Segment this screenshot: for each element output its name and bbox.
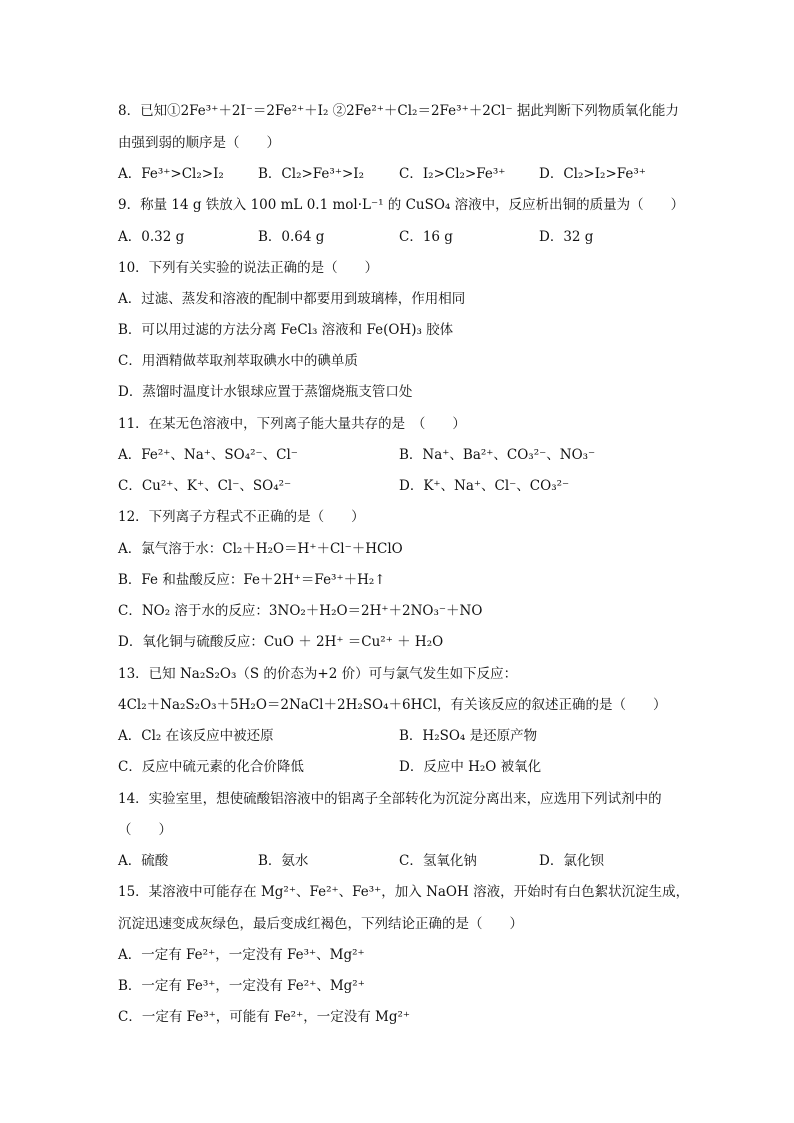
q13-options-row2 xyxy=(118,757,678,777)
q13-option-b: B．H₂SO₄ 是还原产物 xyxy=(399,728,538,744)
q13-stem-line2: 4Cl₂＋Na₂S₂O₃＋5H₂O＝2NaCl＋2H₂SO₄＋6HCl，有关该反应的叙述正确的是（ ） xyxy=(118,697,667,713)
q9-options xyxy=(118,227,678,247)
q9-stem: 9．称量 14 g 铁放入 100 mL 0.1 mol·L⁻¹ 的 CuSO₄ 溶液中，反应析出铜的质量为（ ） xyxy=(118,197,685,213)
q10-option-a: A．过滤、蒸发和溶液的配制中都要用到玻璃棒，作用相同 xyxy=(118,291,466,307)
q11-options-row2 xyxy=(118,476,678,496)
q13-option-d: D．反应中 H₂O 被氧化 xyxy=(399,759,542,775)
q14-option-c: C．氢氧化钠 xyxy=(399,853,477,869)
q9-option-d: D．32 g xyxy=(539,229,594,245)
q12-option-d: D．氧化铜与硫酸反应：CuO ＋ 2H⁺ ＝Cu²⁺ ＋ H₂O xyxy=(118,634,444,650)
q15-option-a: A．一定有 Fe²⁺，一定没有 Fe³⁺、Mg²⁺ xyxy=(118,947,365,963)
q9-option-b: B．0.64 g xyxy=(258,229,325,245)
q15-option-c: C．一定有 Fe³⁺，可能有 Fe²⁺，一定没有 Mg²⁺ xyxy=(118,1009,411,1025)
q10-option-c: C．用酒精做萃取剂萃取碘水中的碘单质 xyxy=(118,353,358,369)
q13-option-c: C．反应中硫元素的化合价降低 xyxy=(118,759,304,775)
q14-options xyxy=(118,851,678,871)
q13-option-a: A．Cl₂ 在该反应中被还原 xyxy=(118,728,274,744)
q10-option-b: B．可以用过滤的方法分离 FeCl₃ 溶液和 Fe(OH)₃ 胶体 xyxy=(118,322,454,338)
q11-stem: 11．在某无色溶液中，下列离子能大量共存的是 （ ） xyxy=(118,416,466,432)
q8-option-a: A．Fe³⁺>Cl₂>I₂ xyxy=(118,166,224,182)
q15-stem-line2: 沉淀迅速变成灰绿色，最后变成红褐色，下列结论正确的是（ ） xyxy=(118,916,523,932)
q8-stem-line1: 8．已知①2Fe³⁺＋2I⁻＝2Fe²⁺＋I₂ ②2Fe²⁺＋Cl₂＝2Fe³⁺＋2Cl⁻ 据此判断下列物质氧化能力 xyxy=(118,103,679,119)
q11-options-row1 xyxy=(118,445,678,465)
q8-options xyxy=(118,164,678,184)
q11-option-a: A．Fe²⁺、Na⁺、SO₄²⁻、Cl⁻ xyxy=(118,447,298,463)
q14-stem-line1: 14．实验室里，想使硫酸铝溶液中的铝离子全部转化为沉淀分离出来，应选用下列试剂中的 xyxy=(118,791,662,807)
q14-stem-line2: （ ） xyxy=(118,822,172,838)
q14-option-a: A．硫酸 xyxy=(118,853,169,869)
q15-stem-line1: 15．某溶液中可能存在 Mg²⁺、Fe²⁺、Fe³⁺，加入 NaOH 溶液，开始时有白色絮状沉淀生成， xyxy=(118,884,690,900)
q13-options-row1 xyxy=(118,726,678,746)
q11-option-b: B．Na⁺、Ba²⁺、CO₃²⁻、NO₃⁻ xyxy=(399,447,596,463)
q11-option-c: C．Cu²⁺、K⁺、Cl⁻、SO₄²⁻ xyxy=(118,478,292,494)
q12-option-b: B．Fe 和盐酸反应：Fe＋2H⁺＝Fe³⁺＋H₂↑ xyxy=(118,572,386,588)
q12-option-c: C．NO₂ 溶于水的反应：3NO₂＋H₂O＝2H⁺＋2NO₃⁻＋NO xyxy=(118,603,483,619)
q9-option-c: C．16 g xyxy=(399,229,453,245)
q10-option-d: D．蒸馏时温度计水银球应置于蒸馏烧瓶支管口处 xyxy=(118,384,413,400)
q8-option-c: C．I₂>Cl₂>Fe³⁺ xyxy=(399,166,506,182)
q14-option-d: D．氯化钡 xyxy=(539,853,604,869)
q9-option-a: A．0.32 g xyxy=(118,229,185,245)
q14-option-b: B．氨水 xyxy=(258,853,309,869)
q8-option-d: D．Cl₂>I₂>Fe³⁺ xyxy=(539,166,646,182)
q8-option-b: B．Cl₂>Fe³⁺>I₂ xyxy=(258,166,365,182)
q15-option-b: B．一定有 Fe³⁺，一定没有 Fe²⁺、Mg²⁺ xyxy=(118,978,365,994)
q10-stem: 10．下列有关实验的说法正确的是（ ） xyxy=(118,260,379,276)
q12-stem: 12．下列离子方程式不正确的是（ ） xyxy=(118,509,365,525)
q8-stem-line2: 由强到弱的顺序是（ ） xyxy=(118,135,280,151)
q12-option-a: A．氯气溶于水：Cl₂＋H₂O＝H⁺＋Cl⁻＋HClO xyxy=(118,541,403,557)
q13-stem-line1: 13．已知 Na₂S₂O₃（S 的价态为+2 价）可与氯气发生如下反应： xyxy=(118,666,518,682)
q11-option-d: D．K⁺、Na⁺、Cl⁻、CO₃²⁻ xyxy=(399,478,570,494)
